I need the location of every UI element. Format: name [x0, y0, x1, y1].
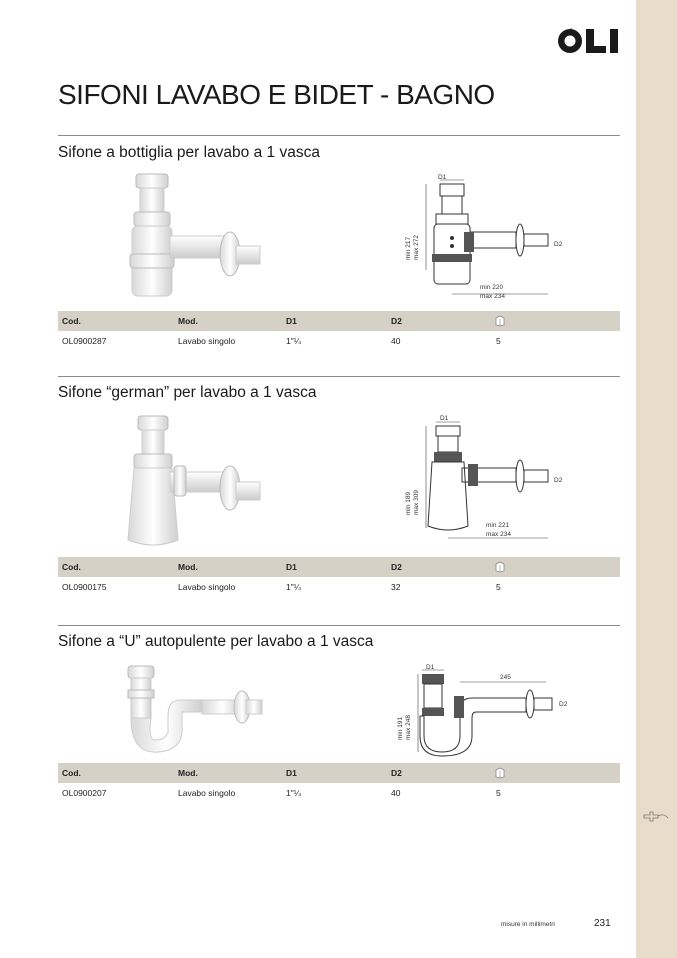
product-table-german-trap	[58, 557, 620, 595]
svg-text:max 248: max 248	[405, 715, 412, 740]
svg-text:min 191: min 191	[397, 716, 404, 740]
col-mod: Mod.	[178, 768, 198, 778]
table-header	[58, 557, 620, 577]
table-row: OL0900207 Lavabo singolo 1"¼ 40 5	[62, 788, 501, 798]
svg-text:D2: D2	[554, 477, 563, 484]
bottle-trap-diagram	[396, 170, 576, 302]
col-cod: Cod.	[62, 768, 81, 778]
section-divider	[58, 625, 620, 626]
u-trap-product-image	[118, 660, 268, 760]
product-table-u-trap	[58, 763, 620, 801]
svg-text:D2: D2	[554, 241, 563, 248]
product-table-bottle-trap	[58, 311, 620, 349]
page-title: SIFONI LAVABO E BIDET - BAGNO	[58, 79, 495, 110]
svg-text:D1: D1	[426, 664, 435, 671]
svg-text:D2: D2	[559, 701, 568, 708]
col-cod: Cod.	[62, 562, 81, 572]
col-mod: Mod.	[178, 562, 198, 572]
german-trap-diagram	[396, 410, 576, 545]
svg-text:max 234: max 234	[486, 531, 511, 538]
svg-text:min 221: min 221	[486, 522, 510, 529]
col-cod: Cod.	[62, 316, 81, 326]
section-title-u-trap: Sifone a “U” autopulente per lavabo a 1 vasca	[58, 633, 374, 650]
col-d1: D1	[286, 768, 297, 778]
svg-text:max 309: max 309	[413, 490, 420, 515]
table-row: OL0900287 Lavabo singolo 1"¼ 40 5	[62, 336, 501, 346]
footer-note: misure in millimetri	[501, 921, 555, 928]
svg-text:min 189: min 189	[405, 491, 412, 515]
col-d2: D2	[391, 562, 402, 572]
section-title-bottle-trap: Sifone a bottiglia per lavabo a 1 vasca	[58, 144, 320, 161]
svg-text:245: 245	[500, 674, 511, 681]
col-d2: D2	[391, 316, 402, 326]
box-icon	[494, 314, 506, 327]
u-trap-diagram	[396, 660, 576, 760]
col-d1: D1	[286, 316, 297, 326]
svg-text:min 220: min 220	[480, 284, 504, 291]
table-row: OL0900175 Lavabo singolo 1"¼ 32 5	[62, 582, 501, 592]
col-d1: D1	[286, 562, 297, 572]
svg-text:max 272: max 272	[413, 235, 420, 260]
section-divider	[58, 376, 620, 377]
col-mod: Mod.	[178, 316, 198, 326]
section-divider	[58, 135, 620, 136]
bottle-trap-product-image	[118, 170, 268, 300]
table-header	[58, 311, 620, 331]
svg-text:D1: D1	[440, 415, 449, 422]
box-icon	[494, 766, 506, 779]
german-trap-product-image	[118, 410, 268, 550]
svg-text:D1: D1	[438, 174, 447, 181]
faucet-icon	[642, 809, 670, 823]
box-icon	[494, 560, 506, 573]
svg-text:max 234: max 234	[480, 293, 505, 300]
table-header	[58, 763, 620, 783]
section-title-german-trap: Sifone “german” per lavabo a 1 vasca	[58, 384, 317, 401]
col-d2: D2	[391, 768, 402, 778]
page-number: 231	[594, 918, 611, 929]
oli-logo	[556, 24, 624, 58]
svg-text:min 217: min 217	[405, 236, 412, 260]
